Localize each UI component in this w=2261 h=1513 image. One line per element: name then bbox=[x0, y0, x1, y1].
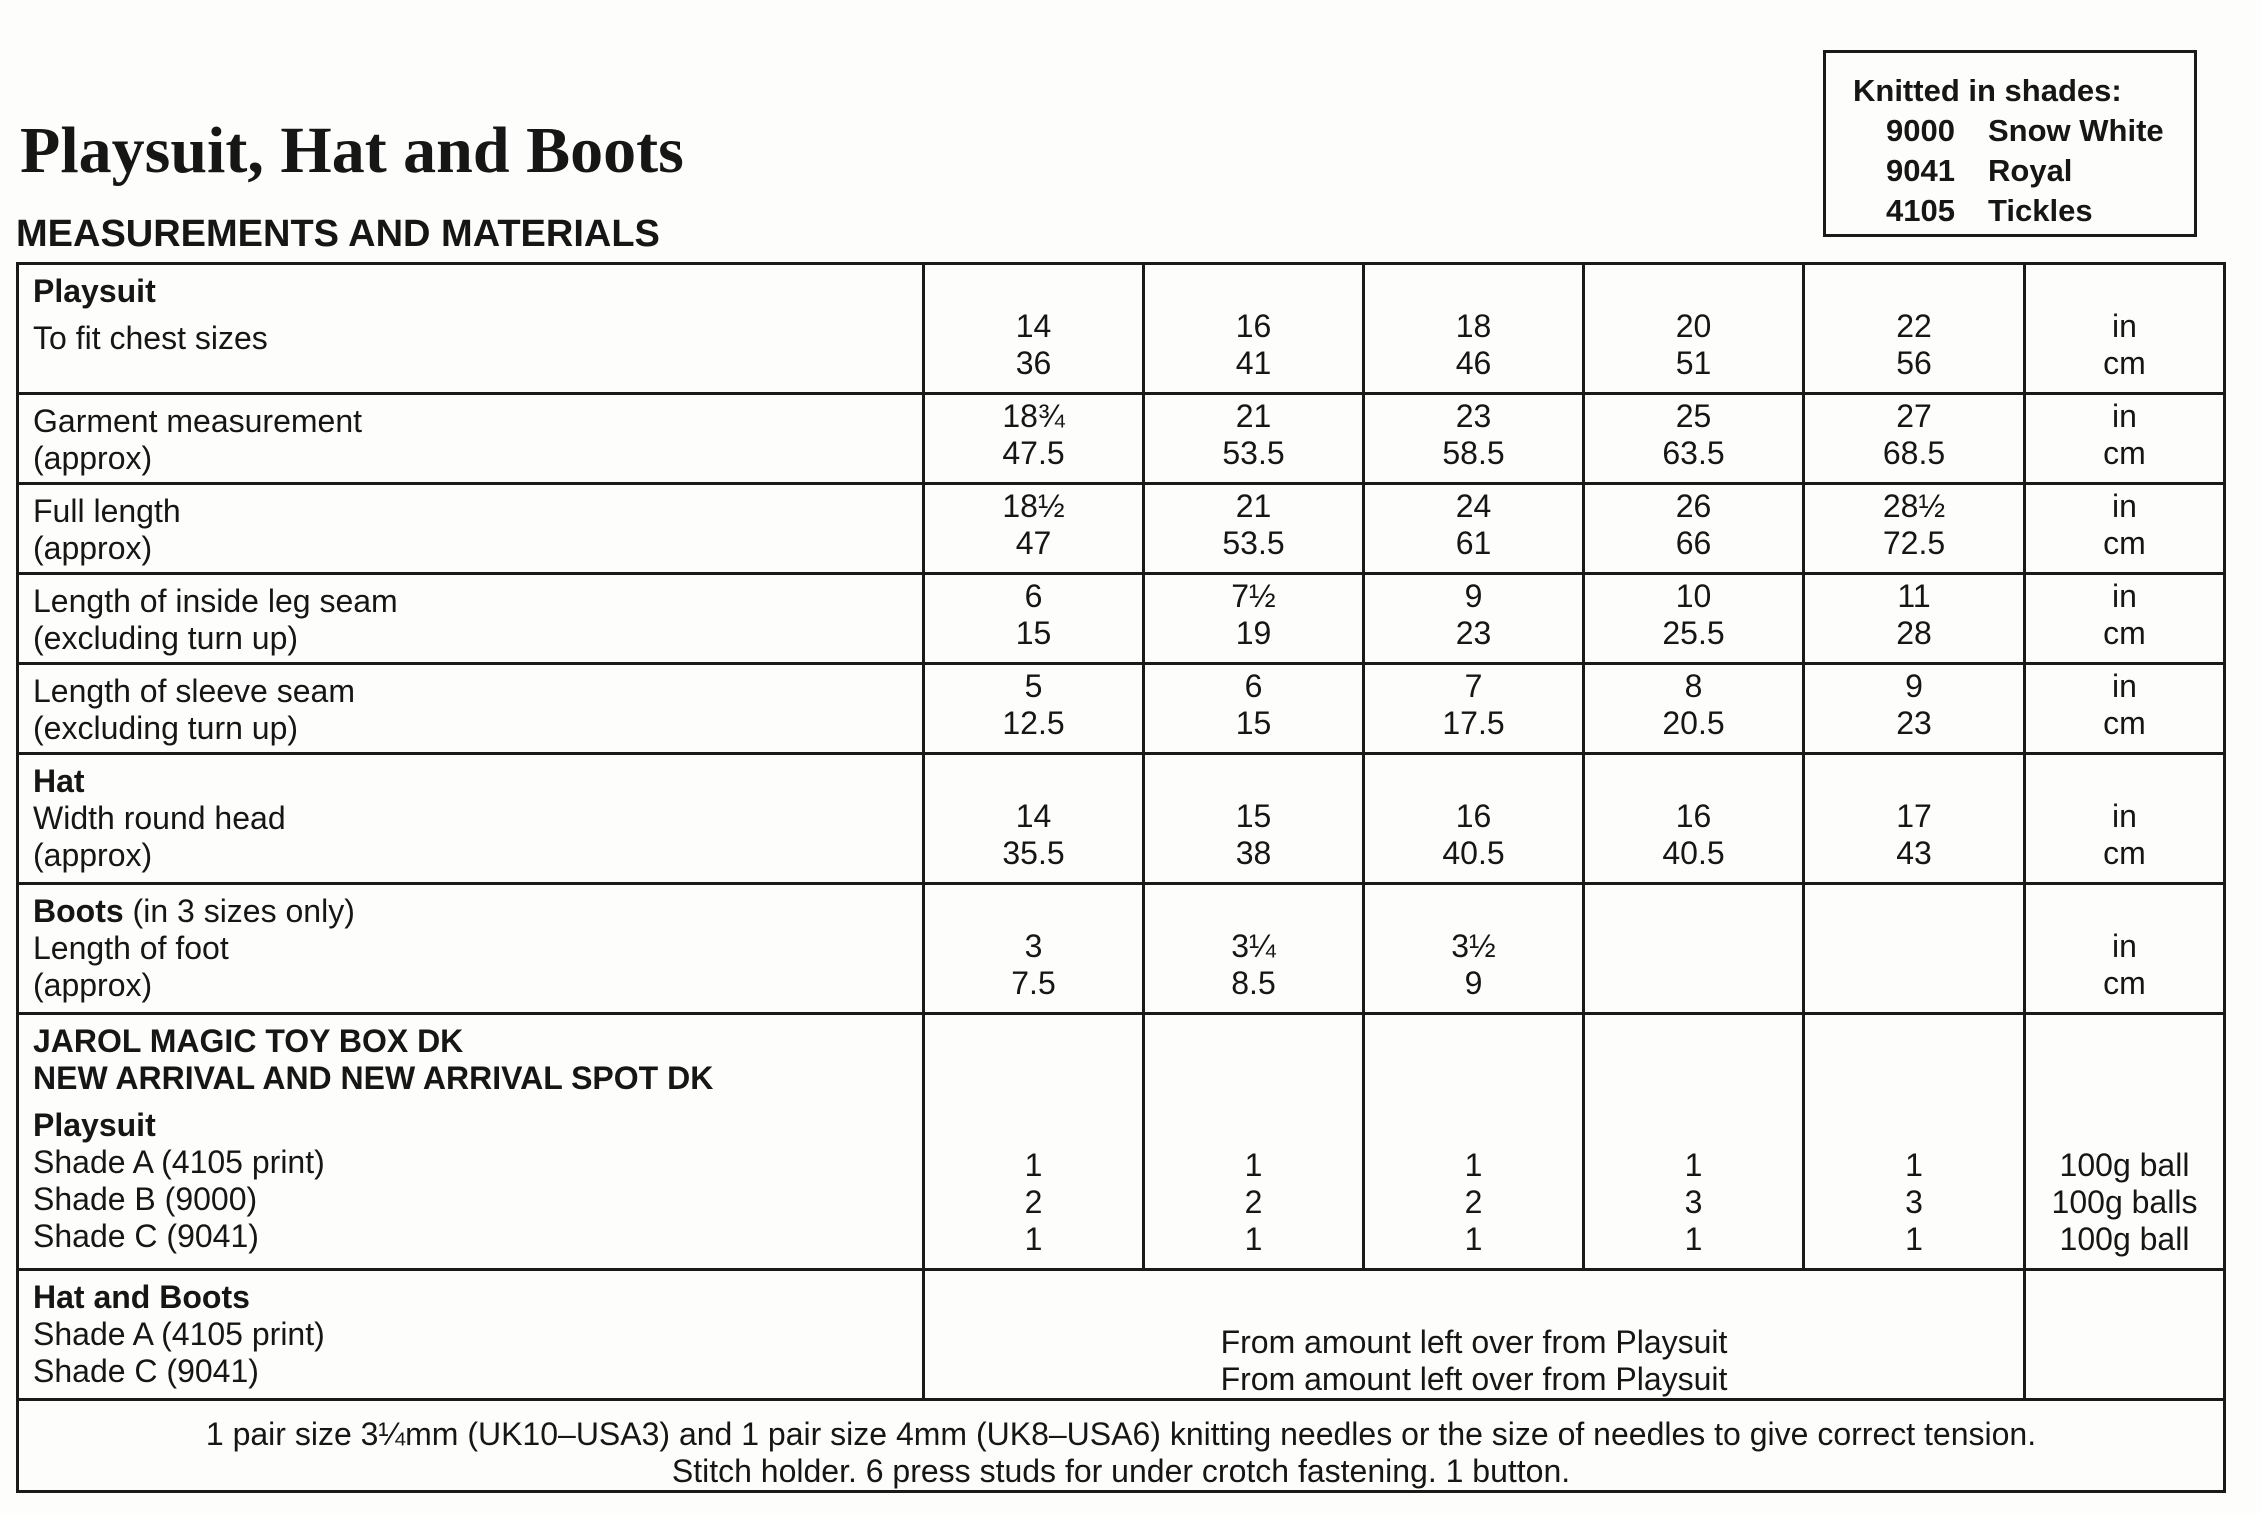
value-cell bbox=[1364, 664, 1584, 754]
unit-line: cm bbox=[2103, 705, 2146, 741]
value-line: 18¾ bbox=[1002, 398, 1065, 434]
value-line: 3¼ bbox=[1231, 928, 1276, 964]
value-line: 3 bbox=[1684, 1184, 1703, 1220]
unit-cell bbox=[2025, 394, 2225, 484]
row-label-cell bbox=[18, 754, 924, 884]
unit-line: cm bbox=[2103, 525, 2146, 561]
value-cell bbox=[1144, 574, 1364, 664]
value-line: 16 bbox=[1235, 308, 1272, 344]
value-line: 43 bbox=[1896, 835, 1932, 871]
value-line: 68.5 bbox=[1882, 435, 1946, 471]
row-label-line: Garment measurement bbox=[33, 403, 363, 439]
section-heading bbox=[33, 273, 922, 310]
value-line: 15 bbox=[1235, 705, 1272, 741]
value-cell bbox=[924, 394, 1144, 484]
section-heading: Hat and Boots bbox=[33, 1279, 250, 1315]
value-line: 72.5 bbox=[1882, 525, 1946, 561]
value-line: 21 bbox=[1235, 488, 1272, 524]
unit-line: in bbox=[2112, 578, 2137, 614]
value-cell bbox=[1584, 264, 1804, 394]
leftover-note-cell bbox=[924, 1270, 2025, 1400]
value-cell bbox=[1584, 484, 1804, 574]
value-cell bbox=[924, 484, 1144, 574]
value-line: 46 bbox=[1455, 345, 1492, 381]
shade-code: 9000 bbox=[1886, 113, 1955, 148]
row-label-line: (excluding turn up) bbox=[33, 710, 299, 746]
value-line: 7.5 bbox=[1011, 965, 1056, 1001]
shade-name: Royal bbox=[1988, 153, 2073, 188]
table-row bbox=[18, 1400, 2225, 1492]
needles-note-cell bbox=[18, 1400, 2225, 1492]
shade-row bbox=[1886, 151, 2072, 191]
unit-cell bbox=[2025, 484, 2225, 574]
value-cell bbox=[1364, 394, 1584, 484]
value-cell bbox=[924, 1014, 1144, 1270]
shade-line: Shade C (9041) bbox=[33, 1353, 259, 1389]
value-line: 9 bbox=[1905, 668, 1923, 704]
table-row bbox=[18, 754, 2225, 884]
value-line: 35.5 bbox=[1002, 835, 1065, 871]
needles-note-line: Stitch holder. 6 press studs for under crotch fastening. 1 button. bbox=[671, 1453, 1571, 1489]
shades-heading: Knitted in shades: bbox=[1853, 73, 2122, 108]
table-row bbox=[18, 664, 2225, 754]
value-line: 40.5 bbox=[1442, 835, 1505, 871]
unit-line: in bbox=[2112, 798, 2137, 834]
value-line: 1 bbox=[1244, 1147, 1263, 1183]
value-line: 27 bbox=[1896, 398, 1932, 434]
value-line: 6 bbox=[1244, 668, 1263, 704]
value-cell bbox=[1804, 1014, 2025, 1270]
shade-line: Shade A (4105 print) bbox=[33, 1144, 325, 1180]
measurements-table bbox=[16, 262, 2226, 1493]
value-cell bbox=[1144, 754, 1364, 884]
value-line: 8 bbox=[1684, 668, 1703, 704]
value-cell bbox=[1144, 264, 1364, 394]
shade-row bbox=[1886, 191, 2093, 231]
value-line: 58.5 bbox=[1442, 435, 1505, 471]
value-line: 1 bbox=[1024, 1221, 1043, 1257]
value-cell bbox=[1804, 264, 2025, 394]
value-cell bbox=[924, 664, 1144, 754]
needles-note-line: 1 pair size 3¼mm (UK10–USA3) and 1 pair size 4mm (UK8–USA6) knitting needles or the size of needles to give correct tension. bbox=[205, 1416, 2037, 1452]
value-line: 22 bbox=[1896, 308, 1932, 344]
section-heading-label: Playsuit bbox=[33, 273, 156, 309]
row-label-line: Length of foot bbox=[33, 930, 229, 966]
table-row bbox=[18, 1270, 2225, 1400]
value-line: 40.5 bbox=[1662, 835, 1725, 871]
section-heading: Playsuit bbox=[33, 1107, 156, 1143]
hat-boots-label-cell bbox=[18, 1270, 924, 1400]
value-line: 2 bbox=[1244, 1184, 1263, 1220]
value-line: 3 bbox=[1024, 928, 1043, 964]
unit-cell bbox=[2025, 1014, 2225, 1270]
value-cell bbox=[924, 574, 1144, 664]
row-label-line: Length of inside leg seam bbox=[33, 583, 398, 619]
unit-line: in bbox=[2112, 398, 2137, 434]
value-line: 15 bbox=[1235, 798, 1272, 834]
value-line: 3½ bbox=[1451, 928, 1496, 964]
value-cell bbox=[1804, 884, 2025, 1014]
unit-cell bbox=[2025, 754, 2225, 884]
value-line: 18½ bbox=[1002, 488, 1065, 524]
value-line: 23 bbox=[1896, 705, 1932, 741]
value-cell bbox=[1144, 394, 1364, 484]
value-line: 1 bbox=[1464, 1221, 1483, 1257]
unit-line: 100g ball bbox=[2059, 1221, 2190, 1257]
value-cell bbox=[924, 884, 1144, 1014]
value-cell bbox=[1364, 484, 1584, 574]
shade-row bbox=[1886, 111, 2164, 151]
spacer bbox=[33, 310, 922, 320]
unit-line: in bbox=[2112, 668, 2137, 704]
value-line: 9 bbox=[1464, 965, 1483, 1001]
unit-line: 100g ball bbox=[2059, 1147, 2190, 1183]
yarn-name-line: JAROL MAGIC TOY BOX DK bbox=[33, 1023, 464, 1059]
unit-line: in bbox=[2112, 928, 2137, 964]
row-label-cell bbox=[18, 884, 924, 1014]
unit-line: cm bbox=[2103, 345, 2146, 381]
unit-line: in bbox=[2112, 488, 2137, 524]
shade-line: Shade B (9000) bbox=[33, 1181, 258, 1217]
row-label-cell bbox=[18, 574, 924, 664]
value-line: 16 bbox=[1675, 798, 1712, 834]
unit-cell bbox=[2025, 264, 2225, 394]
row-label-line: To fit chest sizes bbox=[33, 320, 268, 356]
table-row bbox=[18, 884, 2225, 1014]
value-line: 26 bbox=[1675, 488, 1712, 524]
value-line: 19 bbox=[1235, 615, 1272, 651]
value-line: 56 bbox=[1896, 345, 1932, 381]
section-heading-label: Hat bbox=[33, 763, 85, 799]
value-line: 11 bbox=[1897, 578, 1931, 614]
row-label-cell bbox=[18, 264, 924, 394]
value-cell bbox=[1364, 264, 1584, 394]
value-cell bbox=[1804, 394, 2025, 484]
row-label-line: (approx) bbox=[33, 440, 153, 476]
value-line: 63.5 bbox=[1662, 435, 1725, 471]
value-line: 20 bbox=[1675, 308, 1712, 344]
value-cell bbox=[1584, 754, 1804, 884]
value-cell bbox=[1144, 484, 1364, 574]
value-line: 23 bbox=[1455, 615, 1492, 651]
value-cell bbox=[1364, 574, 1584, 664]
unit-line: cm bbox=[2103, 435, 2146, 471]
table-row bbox=[18, 264, 2225, 394]
shade-name: Snow White bbox=[1988, 113, 2164, 148]
row-label-cell bbox=[18, 484, 924, 574]
unit-cell bbox=[2025, 884, 2225, 1014]
unit-line: in bbox=[2112, 308, 2137, 344]
value-line: 1 bbox=[1905, 1147, 1923, 1183]
value-line: 28½ bbox=[1882, 488, 1946, 524]
row-label-cell bbox=[18, 394, 924, 484]
value-cell bbox=[1364, 754, 1584, 884]
value-line: 1 bbox=[1684, 1147, 1703, 1183]
value-cell bbox=[1804, 484, 2025, 574]
value-line: 2 bbox=[1464, 1184, 1483, 1220]
unit-line: cm bbox=[2103, 965, 2146, 1001]
value-line: 53.5 bbox=[1222, 525, 1285, 561]
value-line: 41 bbox=[1235, 345, 1272, 381]
table-row bbox=[18, 574, 2225, 664]
value-line: 2 bbox=[1024, 1184, 1043, 1220]
unit-cell bbox=[2025, 574, 2225, 664]
value-cell bbox=[924, 754, 1144, 884]
value-line: 25 bbox=[1675, 398, 1712, 434]
row-label-line: (approx) bbox=[33, 837, 153, 873]
shade-line: Shade C (9041) bbox=[33, 1218, 259, 1254]
table-row bbox=[18, 394, 2225, 484]
value-line: 15 bbox=[1015, 615, 1052, 651]
value-line: 17.5 bbox=[1442, 705, 1505, 741]
value-cell bbox=[1144, 884, 1364, 1014]
row-label-line: Width round head bbox=[33, 800, 286, 836]
value-line: 61 bbox=[1455, 525, 1492, 561]
value-line: 10 bbox=[1675, 578, 1712, 614]
table-row bbox=[18, 1014, 2225, 1270]
row-label-cell bbox=[18, 664, 924, 754]
value-cell bbox=[1144, 1014, 1364, 1270]
yarn-label-cell bbox=[18, 1014, 924, 1270]
value-line: 6 bbox=[1024, 578, 1043, 614]
unit-cell bbox=[2025, 1270, 2225, 1400]
value-cell bbox=[924, 264, 1144, 394]
value-line: 1 bbox=[1024, 1147, 1043, 1183]
row-label-line: (excluding turn up) bbox=[33, 620, 299, 656]
row-label-line: Full length bbox=[33, 493, 181, 529]
value-line: 1 bbox=[1905, 1221, 1923, 1257]
value-line: 47 bbox=[1015, 525, 1052, 561]
value-line: 28 bbox=[1896, 615, 1932, 651]
value-line: 17 bbox=[1896, 798, 1932, 834]
shade-code: 4105 bbox=[1886, 193, 1955, 228]
value-line: 18 bbox=[1455, 308, 1492, 344]
row-label-line: (approx) bbox=[33, 530, 153, 566]
section-heading-note: (in 3 sizes only) bbox=[132, 893, 355, 929]
row-label-line: (approx) bbox=[33, 967, 153, 1003]
value-line: 16 bbox=[1455, 798, 1492, 834]
section-heading bbox=[33, 763, 922, 800]
value-line: 8.5 bbox=[1231, 965, 1276, 1001]
value-line: 66 bbox=[1675, 525, 1712, 561]
value-line: 1 bbox=[1244, 1221, 1263, 1257]
value-cell bbox=[1584, 884, 1804, 1014]
value-line: 53.5 bbox=[1222, 435, 1285, 471]
value-cell bbox=[1584, 664, 1804, 754]
value-line: 7 bbox=[1464, 668, 1483, 704]
value-line: 3 bbox=[1905, 1184, 1923, 1220]
leftover-note-line: From amount left over from Playsuit bbox=[1220, 1361, 1728, 1397]
unit-line: cm bbox=[2103, 835, 2146, 871]
value-line: 38 bbox=[1235, 835, 1272, 871]
section-heading-label: Boots bbox=[33, 893, 124, 929]
unit-line: 100g balls bbox=[2051, 1184, 2198, 1220]
value-line: 20.5 bbox=[1662, 705, 1725, 741]
value-line: 21 bbox=[1235, 398, 1272, 434]
value-cell bbox=[1804, 754, 2025, 884]
row-label-line: Length of sleeve seam bbox=[33, 673, 355, 709]
value-cell bbox=[1584, 574, 1804, 664]
shade-name: Tickles bbox=[1988, 193, 2093, 228]
value-line: 14 bbox=[1015, 798, 1052, 834]
value-line: 14 bbox=[1015, 308, 1052, 344]
value-line: 9 bbox=[1464, 578, 1483, 614]
table-row bbox=[18, 484, 2225, 574]
value-line: 51 bbox=[1675, 345, 1712, 381]
value-line: 36 bbox=[1015, 345, 1052, 381]
page-title: Playsuit, Hat and Boots bbox=[20, 114, 684, 187]
value-cell bbox=[1364, 884, 1584, 1014]
unit-line: cm bbox=[2103, 615, 2146, 651]
value-line: 7½ bbox=[1231, 578, 1276, 614]
value-line: 23 bbox=[1455, 398, 1492, 434]
value-line: 47.5 bbox=[1002, 435, 1065, 471]
value-line: 5 bbox=[1024, 668, 1043, 704]
value-line: 1 bbox=[1464, 1147, 1483, 1183]
shade-code: 9041 bbox=[1886, 153, 1955, 188]
value-line: 12.5 bbox=[1002, 705, 1065, 741]
value-cell bbox=[1364, 1014, 1584, 1270]
shade-line: Shade A (4105 print) bbox=[33, 1316, 325, 1352]
value-cell bbox=[1804, 574, 2025, 664]
value-line: 25.5 bbox=[1662, 615, 1725, 651]
spacer bbox=[33, 1097, 922, 1107]
shades-box bbox=[1823, 50, 2197, 237]
value-cell bbox=[1144, 664, 1364, 754]
value-cell bbox=[1584, 394, 1804, 484]
unit-cell bbox=[2025, 664, 2225, 754]
leftover-note-line: From amount left over from Playsuit bbox=[1220, 1324, 1728, 1360]
value-cell bbox=[1584, 1014, 1804, 1270]
value-line: 1 bbox=[1684, 1221, 1703, 1257]
section-subtitle: MEASUREMENTS AND MATERIALS bbox=[16, 213, 660, 255]
value-cell bbox=[1804, 664, 2025, 754]
section-heading bbox=[33, 893, 922, 930]
yarn-name-line: NEW ARRIVAL AND NEW ARRIVAL SPOT DK bbox=[33, 1060, 714, 1096]
value-line: 24 bbox=[1455, 488, 1492, 524]
